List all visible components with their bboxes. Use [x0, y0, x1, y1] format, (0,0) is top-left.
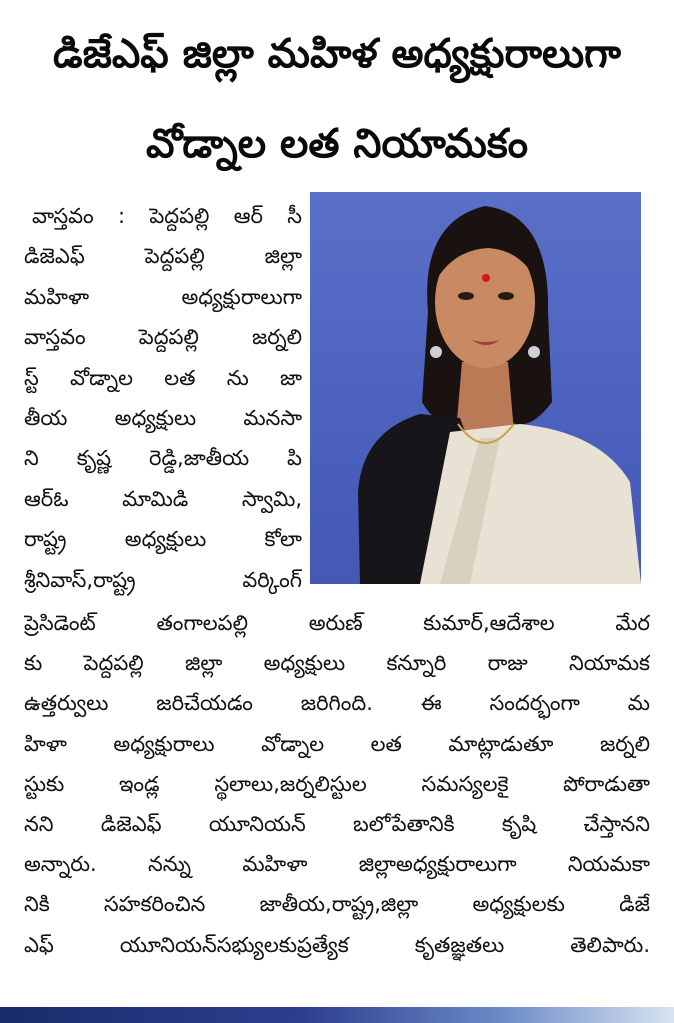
article-line: తీయ అధ్యక్షులు మనసా: [24, 405, 302, 430]
article-line: స్ట్ వోడ్నాల లత ను జా: [24, 365, 302, 390]
article-line: అన్నారు. నన్ను మహిళా జిల్లాఅధ్యక్షురాలుగా నియమకా: [24, 852, 650, 877]
article-line: ఉత్తర్వులు జరిచేయడం జరిగింది. ఈ సందర్భంగా మ: [24, 691, 650, 716]
right-eye: [498, 292, 514, 300]
left-earring: [430, 346, 442, 358]
article-line: వాస్తవం : పెద్దపల్లి ఆర్ సీ: [32, 204, 302, 228]
article-line: ని కృష్ణ రెడ్డి,జాతీయ పి: [24, 446, 302, 471]
right-earring: [528, 346, 540, 358]
article-line: కు పెద్దపల్లి జిల్లా అధ్యక్షులు కన్నూరి రాజు నియామక: [24, 651, 650, 676]
headline-line-1: డిజేఎఫ్ జిల్లా మహిళ అధ్యక్షురాలుగా: [52, 31, 622, 77]
neck-shape: [456, 362, 514, 432]
left-eye: [458, 292, 474, 300]
portrait-photo: [310, 192, 641, 584]
bottom-decorative-strip: [0, 1007, 674, 1023]
article-line: నికి సహకరించిన జాతీయ,రాష్ట్ర,జిల్లా అధ్యక్షులకు డిజే: [24, 892, 650, 917]
article-line: రాష్ట్ర అధ్యక్షులు కోలా: [24, 527, 302, 552]
article-line: హిళా అధ్యక్షురాలు వోడ్నాల లత మాట్లాడుతూ జర్నలి: [24, 731, 650, 756]
article-line: ప్రెసిడెంట్ తంగాలపల్లి అరుణ్ కుమార్,ఆదేశాల మేర: [24, 611, 650, 635]
portrait-illustration: [310, 192, 641, 584]
article-column-text: [24, 196, 302, 600]
article-line: డిజెఎఫ్ పెద్దపల్లి జిల్లా: [24, 244, 302, 269]
article-line: స్టుకు ఇండ్ల స్థలాలు,జర్నలిస్టుల సమస్యలకై పోరాడుతా: [24, 771, 650, 796]
article-line: శ్రీనివాస్,రాష్ట్ర వర్కింగ్: [24, 567, 302, 592]
headline-line-2: వోడ్నాల లత నియామకం: [145, 121, 528, 167]
article-line: ఆర్ఓ మామిడి స్వామి,: [24, 486, 302, 511]
article-line: మహిళా అధ్యక్షురాలుగా: [24, 284, 302, 309]
article-line: నని డిజెఎఫ్ యూనియన్ బలోపేతానికి కృషి చేస్తానని: [24, 811, 650, 836]
article-line: వాస్తవం పెద్దపల్లి జర్నలి: [24, 325, 302, 350]
article-full-width-text: [24, 603, 650, 965]
article-line: ఎఫ్ యూనియన్‌సభ్యులకుప్రత్యేక కృతజ్ఞతలు తెలిపారు.: [24, 932, 650, 957]
bindi-dot: [482, 274, 490, 282]
